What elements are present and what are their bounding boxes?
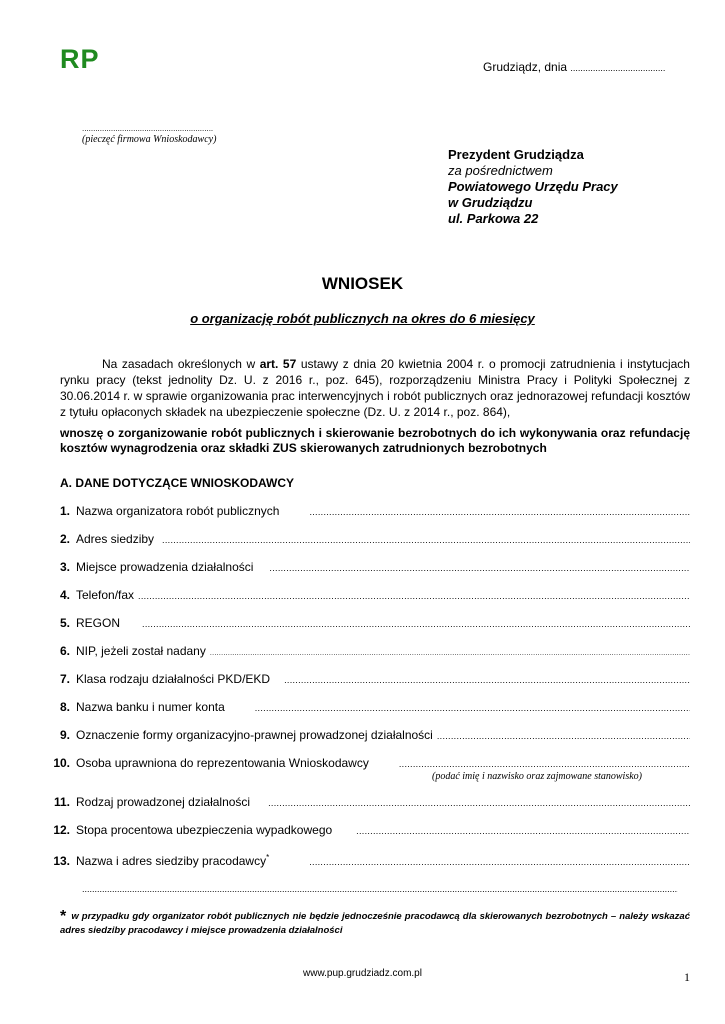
field-13-continuation-line[interactable] — [82, 884, 678, 894]
field-row — [50, 728, 690, 742]
rp-logo: RP — [60, 44, 100, 74]
field-row — [50, 504, 690, 518]
recipient-line: Powiatowego Urzędu Pracy — [448, 179, 618, 194]
field-number: 5. — [59, 616, 70, 630]
field-number: 9. — [59, 728, 70, 742]
field-label: Nazwa banku i numer konta — [76, 700, 225, 714]
document-title: WNIOSEK — [321, 274, 404, 293]
field-number: 1. — [59, 504, 70, 518]
field-fill-line[interactable] — [356, 826, 690, 836]
field-number: 7. — [59, 672, 70, 686]
field-number: 8. — [59, 700, 70, 714]
footer-url: www.pup.grudziadz.com.pl — [303, 968, 422, 979]
field-fill-line[interactable] — [399, 759, 690, 769]
field-row — [50, 644, 690, 658]
field-fill-line[interactable] — [210, 650, 690, 657]
field-fill-line[interactable] — [255, 703, 690, 713]
stamp-label: (pieczęć firmowa Wnioskodawcy) — [82, 134, 217, 145]
field-label: Klasa rodzaju działalności PKD/EKD — [76, 672, 271, 686]
intro-paragraph — [60, 356, 690, 420]
field-label: Telefon/fax — [76, 588, 135, 602]
field-number: 3. — [59, 560, 70, 574]
field-label: REGON — [76, 616, 121, 630]
field-label: NIP, jeżeli został nadany — [76, 644, 206, 658]
field-number: 12. — [53, 823, 70, 837]
field-label: Rodzaj prowadzonej działalności — [76, 795, 251, 809]
field-label: Stopa procentowa ubezpieczenia wypadkowego — [76, 823, 333, 837]
field-number: 13. — [53, 854, 70, 868]
field-label: Miejsce prowadzenia działalności — [76, 560, 254, 574]
field-label: Osoba uprawniona do reprezentowania Wnioskodawcy — [76, 756, 369, 770]
field-row — [50, 823, 690, 837]
field-label — [76, 853, 269, 868]
field-fill-line[interactable] — [138, 591, 690, 601]
field-number: 4. — [59, 588, 70, 602]
field-number: 2. — [59, 532, 70, 546]
field-row — [50, 853, 690, 868]
recipient-line: Prezydent Grudziądza — [448, 147, 584, 162]
intro-article: art. 57 — [259, 357, 297, 371]
footnote-marker: * — [266, 853, 270, 862]
request-paragraph: wnoszę o zorganizowanie robót publicznych i skierowanie bezrobotnych do ich wykonywania oraz refundację kosztów wynagrodzenia oraz składki ZUS skierowanych zatrudnionych bezrobotnych — [60, 426, 690, 455]
recipient-block — [448, 147, 618, 227]
field-row — [50, 795, 690, 809]
footnote — [60, 910, 690, 938]
field-row — [50, 756, 690, 770]
city-date-line — [483, 60, 665, 74]
field-row — [50, 700, 690, 714]
field-fill-line[interactable] — [269, 563, 690, 573]
intro-part1: Na zasadach określonych w — [102, 357, 260, 371]
intro-part2: ustawy z dnia 20 kwietnia 2004 r. o promocji zatrudnienia i instytucjach rynku pracy (tekst jednolity Dz. U. z 2016 r., poz. 645), rozporządzeniu Ministra Pracy i Polityki Społecznej z 30.06.2014 r. w sprawie organizowania prac interwencyjnych i robót publicznych oraz jednorazowej refundacji kosztów z tytułu opłaconych składek na ubezpieczenie społeczne (Dz. U. z 2014 r., poz. 864), — [60, 357, 690, 419]
field-row — [50, 672, 690, 686]
field-fill-line[interactable] — [142, 619, 690, 629]
field-number: 11. — [53, 795, 70, 809]
field-label-text: Nazwa i adres siedziby pracodawcy — [76, 854, 267, 868]
section-a-heading: A. DANE DOTYCZĄCE WNIOSKODAWCY — [60, 476, 294, 490]
footnote-text: w przypadku gdy organizator robót publicznych nie będzie jednocześnie pracodawcą dla skierowanych bezrobotnych – należy wskazać adres siedziby pracodawcy i miejsce prowadzenia działalności — [60, 911, 690, 936]
field-fill-line[interactable] — [284, 675, 690, 685]
recipient-line: ul. Parkowa 22 — [448, 211, 539, 226]
field-row — [50, 532, 690, 546]
footnote-star: * — [60, 908, 67, 925]
page-number: 1 — [684, 970, 690, 984]
field-number: 10. — [53, 756, 70, 770]
recipient-line: w Grudziądzu — [448, 195, 533, 210]
city-date-label: Grudziądz, dnia — [483, 60, 568, 74]
stamp-dots: ........................................................... — [82, 124, 214, 133]
field-label: Oznaczenie formy organizacyjno-prawnej prowadzonej działalności — [76, 728, 433, 742]
recipient-line: za pośrednictwem — [448, 163, 553, 178]
field-label: Nazwa organizatora robót publicznych — [76, 504, 280, 518]
field-label: Adres siedziby — [76, 532, 155, 546]
field-row — [50, 560, 690, 574]
field-fill-line[interactable] — [437, 731, 690, 741]
field-row — [50, 588, 690, 602]
field-fill-line[interactable] — [162, 535, 690, 545]
field-fill-line[interactable] — [268, 798, 690, 808]
field-10-hint: (podać imię i nazwisko oraz zajmowane stanowisko) — [432, 771, 642, 782]
date-dots: ...................................... — [570, 63, 666, 73]
field-fill-line[interactable] — [309, 507, 690, 517]
document-subtitle: o organizację robót publicznych na okres do 6 miesięcy — [190, 311, 535, 326]
field-row — [50, 616, 690, 630]
field-fill-line[interactable] — [309, 857, 690, 867]
field-number: 6. — [59, 644, 70, 658]
